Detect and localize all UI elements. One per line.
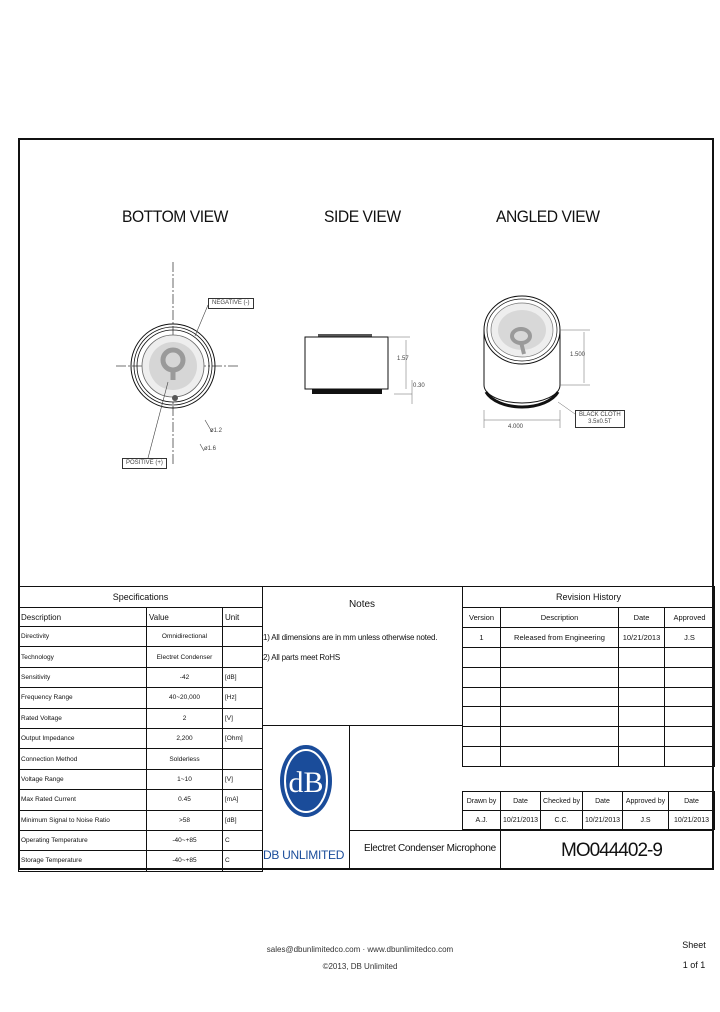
outer-diameter-label: ø1.6	[204, 446, 217, 452]
angled-view-drawing	[484, 296, 590, 428]
logo-mark: dB	[288, 766, 324, 799]
side-view-title: SIDE VIEW	[324, 207, 401, 226]
footer-contact: sales@dbunlimitedco.com · www.dbunlimitedco.com	[266, 945, 454, 954]
table-row: Max Rated Current 0.45 [mA]	[19, 790, 263, 810]
logo-text: DB UNLIMITED	[263, 848, 345, 862]
table-row	[463, 647, 715, 667]
specs-title: Specifications	[19, 587, 263, 608]
positive-callout: POSITIVE (+)	[122, 458, 167, 469]
cloth-callout-line1: BLACK CLOTH	[579, 412, 621, 418]
approved-date-label: Date	[669, 792, 715, 811]
notes-title: Notes	[348, 599, 376, 610]
part-number: MO044402-9	[561, 840, 662, 861]
specs-col-unit: Unit	[223, 608, 263, 627]
table-row: Sensitivity -42 [dB]	[19, 667, 263, 687]
checked-by-label: Checked by	[541, 792, 583, 811]
negative-callout: NEGATIVE (-)	[208, 298, 254, 309]
table-row: Minimum Signal to Noise Ratio >58 [dB]	[19, 810, 263, 830]
table-row: Storage Temperature -40~+85 C	[19, 851, 263, 871]
signoff-table	[462, 791, 715, 830]
approved-by-label: Approved by	[623, 792, 669, 811]
table-row: 1 Released from Engineering 10/21/2013 J.S	[463, 627, 715, 647]
inner-diameter-label: ø1.2	[210, 428, 223, 434]
checked-by-value: C.C.	[541, 811, 583, 830]
revision-col-version: Version	[463, 608, 501, 628]
table-row	[463, 667, 715, 687]
table-row	[463, 707, 715, 727]
revision-title: Revision History	[463, 587, 715, 608]
table-row	[463, 687, 715, 707]
table-row: Operating Temperature -40~+85 C	[19, 830, 263, 850]
angled-width-label: 4.000	[508, 424, 524, 430]
table-row	[463, 727, 715, 747]
bottom-view-title: BOTTOM VIEW	[122, 207, 228, 226]
cloth-callout-line2: 3.5x0.5T	[588, 419, 612, 426]
approved-by-value: J.S	[623, 811, 669, 830]
side-view-drawing	[305, 334, 412, 404]
checked-date-value: 10/21/2013	[583, 811, 623, 830]
footer-copyright: ©2013, DB Unlimited	[322, 962, 398, 971]
note-item: 1) All dimensions are in mm unless otherwise noted.	[263, 633, 438, 642]
specifications-table	[18, 586, 263, 872]
specs-col-value: Value	[147, 608, 223, 627]
revision-col-date: Date	[619, 608, 665, 628]
sheet-value: 1 of 1	[682, 960, 706, 970]
angled-view-title: ANGLED VIEW	[496, 207, 600, 226]
drawn-by-value: A.J.	[463, 811, 501, 830]
drawn-date-label: Date	[501, 792, 541, 811]
checked-date-label: Date	[583, 792, 623, 811]
bottom-view-drawing	[116, 262, 238, 465]
specs-col-description: Description	[19, 608, 147, 627]
table-row: Technology Electret Condenser	[19, 647, 263, 667]
cloth-callout	[575, 410, 625, 428]
table-row: Connection Method Solderless	[19, 749, 263, 769]
product-cell	[350, 830, 500, 870]
drawn-date-value: 10/21/2013	[501, 811, 541, 830]
side-base-label: 0.30	[413, 383, 425, 389]
side-height-label: 1.57	[397, 356, 409, 362]
table-row: Directivity Omnidirectional	[19, 627, 263, 647]
table-row: Frequency Range 40~20,000 [Hz]	[19, 688, 263, 708]
table-row: Output Impedance 2,200 [Ohm]	[19, 728, 263, 748]
revision-col-description: Description	[501, 608, 619, 628]
revision-col-approved: Approved	[665, 608, 715, 628]
table-row: Rated Voltage 2 [V]	[19, 708, 263, 728]
drawn-by-label: Drawn by	[463, 792, 501, 811]
sheet-label: Sheet	[682, 940, 706, 950]
angled-height-label: 1.500	[570, 352, 586, 358]
revision-history-table	[462, 586, 715, 767]
approved-date-value: 10/21/2013	[669, 811, 715, 830]
table-row	[463, 747, 715, 767]
part-number-cell	[500, 830, 714, 870]
table-row: Voltage Range 1~10 [V]	[19, 769, 263, 789]
product-name: Electret Condenser Microphone	[364, 843, 496, 854]
note-item: 2) All parts meet RoHS	[263, 653, 340, 662]
